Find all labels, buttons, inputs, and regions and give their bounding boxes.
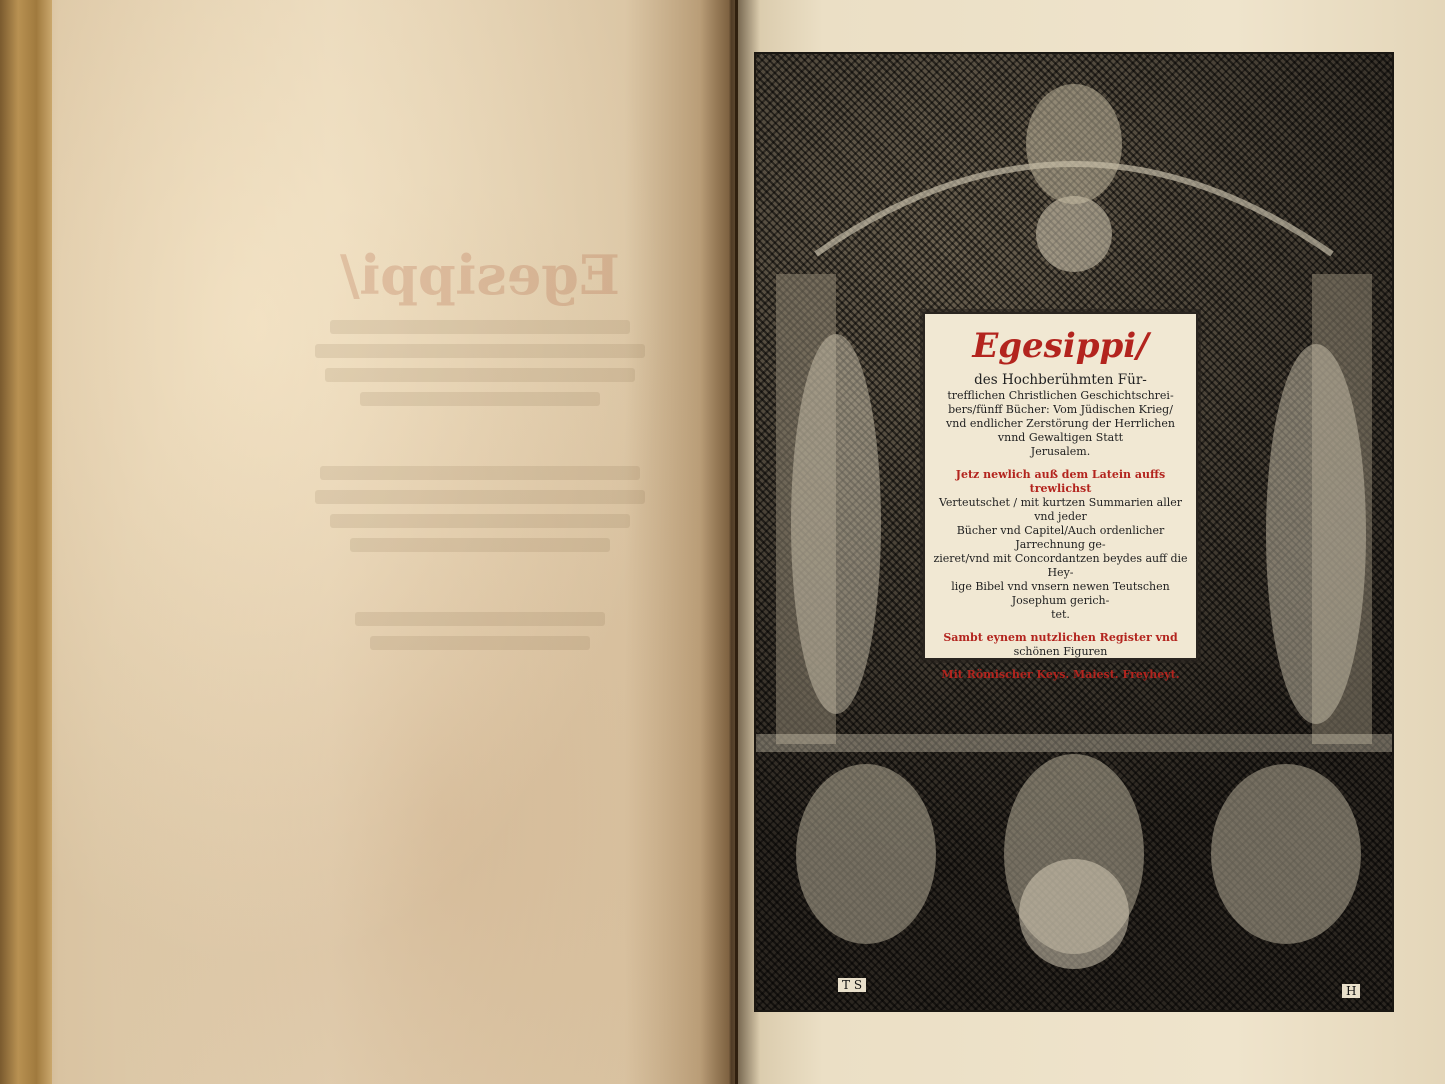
body-line: tet. xyxy=(1051,608,1070,621)
plate-mark-left: T S xyxy=(838,978,866,992)
body-line: Bücher vnd Capitel/Auch ordenlicher Jarrechnung ge- xyxy=(956,524,1165,551)
title-line: vnd endlicher Zerstörung der Herrlichen xyxy=(946,417,1175,430)
title-cartouche xyxy=(923,312,1198,681)
show-through-text xyxy=(300,240,660,660)
right-soldier-figure xyxy=(1266,344,1366,724)
privilege-line: Mit Römischer Keys. Maiest. Freyheyt. xyxy=(941,668,1180,681)
body-line: Josephum gerich- xyxy=(1011,594,1110,607)
show-through-line xyxy=(325,368,635,382)
plate-mark-right: H xyxy=(1342,984,1360,998)
book-title: Egesippi/ xyxy=(972,326,1149,366)
body-line: Verteutschet / mit kurtzen Summarien aller vnd jeder xyxy=(938,496,1183,523)
body-line: zieret/vnd mit Concordantzen beydes auff die Hey- xyxy=(933,552,1188,579)
register-line: Sambt eynem nutzlichen Register vnd xyxy=(943,631,1178,644)
show-through-line xyxy=(350,538,610,552)
top-figure xyxy=(1026,84,1122,204)
title-line: vnnd Gewaltigen Statt xyxy=(997,431,1124,444)
plinth-ledge xyxy=(756,734,1392,752)
show-through-line xyxy=(355,612,605,626)
top-globe xyxy=(1036,196,1112,272)
title-line: bers/fünff Bücher: Vom Jüdischen Krieg/ xyxy=(948,403,1173,416)
bottom-globe xyxy=(1019,859,1129,969)
show-through-line xyxy=(360,392,600,406)
show-through-line xyxy=(315,490,645,504)
show-through-line xyxy=(330,514,630,528)
title-line: trefflichen Christlichen Geschichtschrei- xyxy=(947,389,1174,402)
title-line: des Hochberühmten Für- xyxy=(974,372,1147,388)
bottom-right-figure xyxy=(1211,764,1361,944)
bottom-left-figure xyxy=(796,764,936,944)
show-through-line xyxy=(315,344,645,358)
show-through-line xyxy=(320,466,640,480)
show-through-line xyxy=(370,636,590,650)
page-edges xyxy=(0,0,52,1084)
book-gutter-shadow xyxy=(700,0,760,1084)
title-line: Jerusalem. xyxy=(1030,445,1091,458)
register-line: schönen Figuren xyxy=(1013,645,1108,658)
show-through-line xyxy=(330,320,630,334)
left-soldier-figure xyxy=(791,334,881,714)
show-through-title: Egesippi/ xyxy=(340,243,620,307)
red-subtitle: Jetz newlich auß dem Latein auffs trewlichst xyxy=(955,468,1166,495)
body-line: lige Bibel vnd vnsern newen Teutschen xyxy=(951,580,1170,593)
